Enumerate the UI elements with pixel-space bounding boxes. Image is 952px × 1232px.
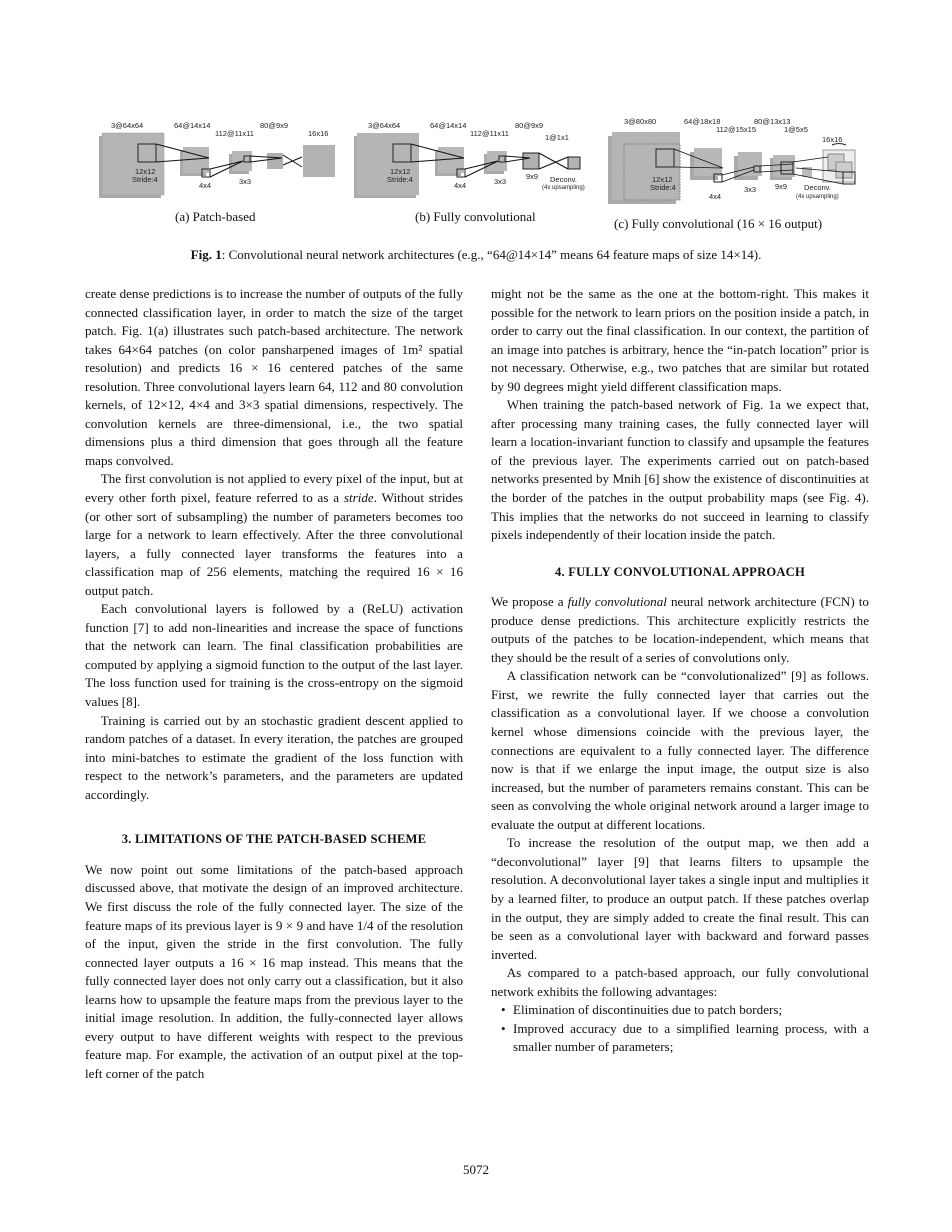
paragraph: To increase the resolution of the output map, we then add a “deconvolutional” layer [9] that learns filters to upsample the resolution. A deconvolutional layer takes a single input and multiplies it by a learned filter, to produce an output patch. If these patches overlap in the output, they are simply added to create the final result. This can be seen as a convolutional layer with backward and forward passes inverted. [491, 835, 869, 962]
fig-label: Stride:4 [387, 175, 413, 184]
fig-label: 64@18x18 [684, 117, 721, 126]
advantages-list [491, 1001, 869, 1057]
left-column [85, 285, 463, 1083]
fig-label: 12x12 [652, 175, 673, 184]
fig-label: 64@14x14 [430, 121, 467, 130]
fig-label: Stride:4 [650, 183, 676, 192]
subcaption-b: (b) Fully convolutional [415, 209, 536, 224]
fig-label: 9x9 [775, 182, 788, 191]
fig-label: 112@15x15 [716, 125, 757, 134]
figure-caption [0, 247, 952, 263]
figure-caption-text: : Convolutional neural network architectures (e.g., “64@14×14” means 64 feature maps of size 14×14). [221, 247, 762, 262]
figure-1c [606, 112, 856, 212]
figure-label: Fig. 1 [190, 247, 222, 262]
fig-label: 4x4 [454, 181, 467, 190]
subcaption-c: (c) Fully convolutional (16 × 16 output) [614, 216, 823, 231]
fig-label: (4x upsampling) [542, 185, 585, 191]
fig-label: 12x12 [390, 167, 411, 176]
fig-label: 3@64x64 [368, 121, 401, 130]
paragraph: When training the patch-based network of Fig. 1a we expect that, after processing many training cases, the fully connected layer will learn a location-invariant function to classify and upsample the features of the previous layer. The experiments carried out on patch-based networks presented by Mnih [6] show the existence of discontinuities at the border of the patches in the output probability maps (see Fig. 4). This implies that the networks do not succeed in learning to classify pixels independently of their location inside the patch. [491, 397, 869, 543]
paragraph: create dense predictions is to increase the number of outputs of the fully connected classification layer, in order to match the size of the target patch. Fig. 1(a) illustrates such patch-based architecture. The network takes 64×64 patches (on color pansharpened images of 1m² spatial resolution) and predicts 16 × 16 centered patches of the same resolution. Three convolutional layers learn 64, 112 and 80 convolution kernels, of 12×12, 4×4 and 3×3 spatial dimensions, respectively. The convolution kernels are three-dimensional, i.e., the two spatial dimensions plus a third dimension that goes through all the feature maps convolved. [85, 286, 463, 468]
figure-1b [350, 112, 600, 207]
page-number: 5072 [463, 1162, 489, 1177]
right-column [491, 285, 869, 1057]
list-item: • Improved accuracy due to a simplified learning process, with a smaller number of parameters; [513, 1020, 869, 1057]
paragraph: As compared to a patch-based approach, our fully convolutional network exhibits the following advantages: [491, 965, 869, 999]
fig-label: 80@9x9 [260, 121, 289, 130]
paragraph [85, 470, 463, 600]
fig-label: Deconv. [804, 183, 831, 192]
paragraph: might not be the same as the one at the bottom-right. This makes it possible for the network to learn priors on the position inside a patch, in order to carry out the final classification. In our context, the partition of an image into patches is arbitrary, hence the “in-patch location” prior is not necessary. Otherwise, e.g., two patches that are similar but rotated by 90 degrees might yield different classification maps. [491, 286, 869, 394]
fig-label: 12x12 [135, 167, 156, 176]
emphasis: fully convolutional [567, 594, 667, 610]
fig-label: 3@64x64 [111, 121, 144, 130]
figure-1a [95, 112, 335, 207]
emphasis: stride [343, 490, 374, 506]
list-item: • Elimination of discontinuities due to patch borders; [513, 1001, 869, 1020]
fig-label: 4x4 [199, 181, 212, 190]
paragraph: Each convolutional layers is followed by a (ReLU) activation function [7] to add non-linearities and increase the space of functions that the network can learn. The final classification probabilities are computed by applying a sigmoid function to the output of the last layer. The loss function used for training is the cross-entropy on the sigmoid values [8]. [85, 601, 463, 710]
fig-label: 3x3 [744, 185, 757, 194]
fig-label: 1@1x1 [545, 133, 569, 142]
text: We propose a [491, 594, 568, 610]
fig-label: 16x16 [822, 135, 843, 144]
fig-label: Deconv. [550, 175, 577, 184]
paragraph: Training is carried out by an stochastic gradient descent applied to random patches of a dataset. In every iteration, the patches are grouped into mini-batches to estimate the gradient of the loss function with respect to the network’s parameters, and the parameters are updated accordingly. [85, 712, 463, 802]
subcaption-a: (a) Patch-based [175, 209, 256, 224]
fig-label: 112@11x11 [215, 129, 254, 138]
fig-label: 3x3 [239, 177, 252, 186]
fig-label: 3@80x80 [624, 117, 657, 126]
paragraph: We now point out some limitations of the patch-based approach discussed above, that motivate the design of an improved architecture. We first discuss the role of the fully connected layer. The size of the feature maps of its previous layer is 9 × 9 and have 1/4 of the resolution of the input, given the stride in the first convolution. The fully connected layer outputs a 16 × 16 map instead. This means that the fully connected layer does not only carry out a classification, but it also learns how to upsample the feature maps from the previous layer to the initial image resolution. In addition, the fully-connected layer allows every output to have different weights with respect to the previous feature map. For example, the activation of an output pixel at the top-left corner of the patch [85, 861, 463, 1081]
fig-label: 16x16 [308, 129, 329, 138]
fig-label: 80@13x13 [754, 117, 791, 126]
text: . Without strides (or other sort of subsampling) the number of parameters becomes too large for a network to learn effectively. After the three convolutional layers, a fully connected layer transforms the features into a classification map of 256 elements, matching the required 16 × 16 output patch. [85, 490, 463, 598]
fig-label: 112@11x11 [470, 129, 509, 138]
paragraph: A classification network can be “convolutionalized” [9] as follows. First, we rewrite the fully connected layer that carries out the classification as a convolutional layer. If we choose a convolution kernel whose dimensions coincide with the previous layer, the connections are equivalent to a fully connected layer. The difference now is that if we enlarge the input image, the output size is also increased, but the number of parameters remains constant. This can be seen as convolving the whole original network around a larger image to evaluate the output at different locations. [491, 668, 869, 832]
fig-label: (4x upsampling) [796, 194, 839, 200]
fig-label: 3x3 [494, 177, 507, 186]
patch-based-diagram [95, 112, 335, 207]
paragraph [491, 593, 869, 667]
section-heading: 4. FULLY CONVOLUTIONAL APPROACH [555, 564, 805, 579]
section-heading: 3. LIMITATIONS OF THE PATCH-BASED SCHEME [121, 832, 427, 847]
fully-convolutional-diagram [350, 112, 600, 207]
fig-label: 9x9 [526, 172, 539, 181]
fully-convolutional-16x16-diagram [606, 112, 856, 212]
fig-label: 1@5x5 [784, 125, 808, 134]
fig-label: Stride:4 [132, 175, 158, 184]
fig-label: 4x4 [709, 192, 722, 201]
fig-label: 80@9x9 [515, 121, 544, 130]
text: The first convolution is not applied to every pixel of the input, but at every other forth pixel, feature referred to as a [85, 471, 463, 506]
fig-label: 64@14x14 [174, 121, 211, 130]
text: neural network architecture (FCN) to produce dense predictions. This architecture explicitly restricts the outputs of the patches to be location-independent, which means that they should be the result of a series of convolutions only. [491, 594, 869, 665]
